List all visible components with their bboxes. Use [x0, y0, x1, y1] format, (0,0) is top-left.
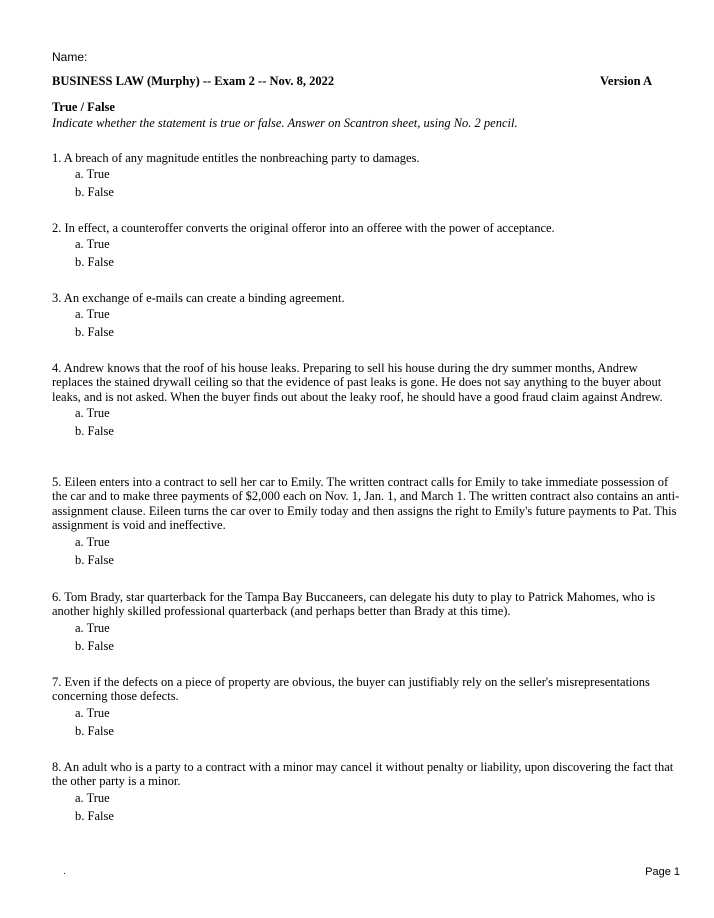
footer-mark: .	[63, 866, 66, 877]
section-instructions: Indicate whether the statement is true or false. Answer on Scantron sheet, using No. 2 pencil.	[52, 116, 518, 130]
exam-title: BUSINESS LAW (Murphy) -- Exam 2 -- Nov. 8, 2022	[52, 74, 335, 88]
question-stem: 4. Andrew knows that the roof of his house leaks. Preparing to sell his house during the dry summer months, Andrew replaces the stained drywall ceiling so that the evidence of past leaks is gone. He does not say anything to the buyer about leaks, and is not asked. When the buyer finds out about the leaky roof, he should have a good fraud claim against Andrew.	[52, 361, 663, 404]
question-stem: 3. An exchange of e-mails can create a binding agreement.	[52, 291, 345, 305]
question-2	[52, 221, 680, 273]
name-label: Name:	[52, 50, 88, 64]
question-stem: 1. A breach of any magnitude entitles the nonbreaching party to damages.	[52, 151, 420, 165]
question-stem: 2. In effect, a counteroffer converts the original offeror into an offeree with the power of acceptance.	[52, 221, 555, 235]
section-title: True / False	[52, 100, 115, 114]
question-7	[52, 675, 680, 742]
option-true: a. True	[75, 307, 110, 322]
question-stem: 7. Even if the defects on a piece of property are obvious, the buyer can justifiably rely on the seller's misrepresentations concerning those defects.	[52, 675, 650, 704]
option-false: b. False	[75, 424, 114, 439]
question-3	[52, 291, 680, 343]
option-true: a. True	[75, 620, 110, 635]
question-stem: 6. Tom Brady, star quarterback for the Tampa Bay Buccaneers, can delegate his duty to play to Patrick Mahomes, who is another highly skilled professional quarterback (and perhaps better than Brady at this time).	[52, 590, 656, 619]
question-5	[52, 475, 680, 571]
page-number: Page 1	[645, 866, 680, 878]
option-true: a. True	[75, 237, 110, 252]
option-false: b. False	[75, 325, 114, 340]
exam-header	[52, 74, 652, 89]
option-true: a. True	[75, 705, 110, 720]
question-stem: 8. An adult who is a party to a contract with a minor may cancel it without penalty or liability, upon discovering the fact that the other party is a minor.	[52, 760, 674, 789]
option-true: a. True	[75, 790, 110, 805]
option-false: b. False	[75, 255, 114, 270]
question-6	[52, 590, 680, 657]
question-8	[52, 760, 680, 827]
option-false: b. False	[75, 638, 114, 653]
option-true: a. True	[75, 406, 110, 421]
question-stem: 5. Eileen enters into a contract to sell her car to Emily. The written contract calls for Emily to take immediate possession of the car and to make three payments of $2,000 each on Nov. 1, Jan. 1, and March 1. The written contract also contains an anti-assignment clause. Eileen turns the car over to Emily today and then assigns the right to Emily's future payments to Pat. This assignment is void and ineffective.	[52, 475, 680, 533]
option-true: a. True	[75, 167, 110, 182]
option-false: b. False	[75, 808, 114, 823]
option-false: b. False	[75, 185, 114, 200]
question-4	[52, 361, 680, 442]
question-1	[52, 151, 680, 203]
option-false: b. False	[75, 723, 114, 738]
exam-version: Version A	[600, 74, 652, 88]
option-true: a. True	[75, 534, 110, 549]
option-false: b. False	[75, 552, 114, 567]
